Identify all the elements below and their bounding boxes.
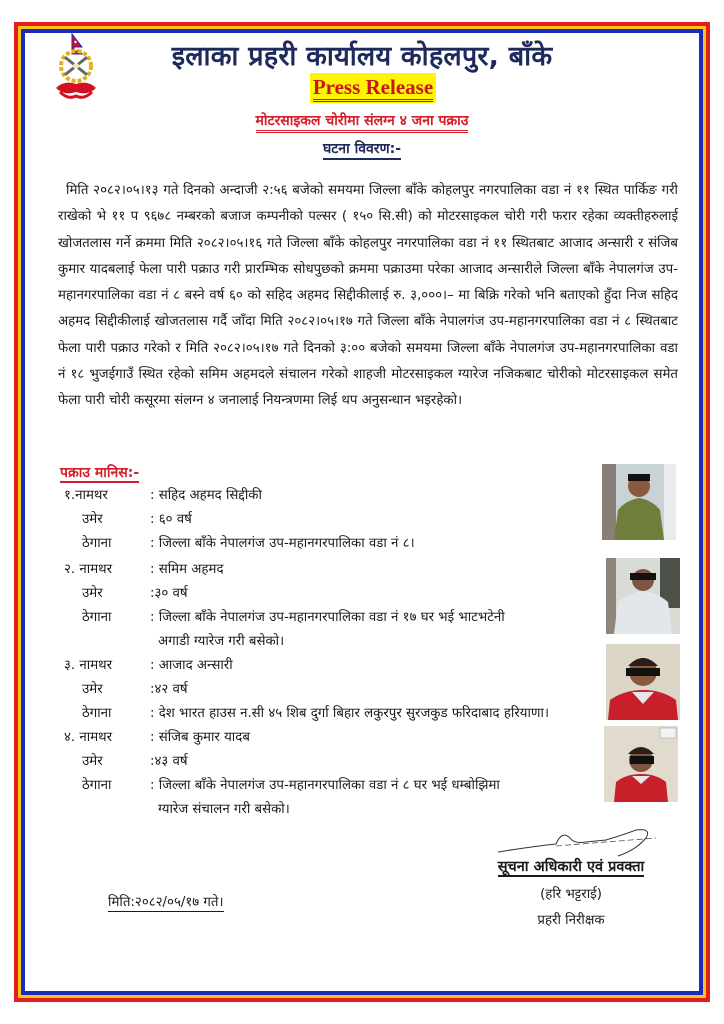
office-title: इलाका प्रहरी कार्यालय कोहलपुर, बाँके bbox=[171, 41, 553, 72]
age-label: उमेर bbox=[82, 754, 103, 769]
age-label: उमेर bbox=[82, 586, 103, 601]
address-label: ठेगाना bbox=[82, 536, 112, 551]
age-label: उमेर bbox=[82, 512, 103, 527]
person-address: : जिल्ला बाँके नेपालगंज उप-महानगरपालिका वडा नं ८ घर भई धम्बोझिमा bbox=[150, 778, 500, 793]
release-date bbox=[108, 892, 224, 910]
person-address: : देश भारत हाउस न.सी ४५ शिब दुर्गा बिहार लकुरपुर सुरजकुड फरिदाबाद हरियाणा। bbox=[150, 706, 550, 721]
arrested-person-4 bbox=[64, 726, 500, 822]
headline bbox=[0, 110, 724, 130]
person-age: :४३ वर्ष bbox=[150, 754, 188, 769]
signatory-title-text: सूचना अधिकारी एवं प्रवक्ता bbox=[497, 859, 645, 875]
address-label: ठेगाना bbox=[82, 706, 112, 721]
name-label: ४. नामथर bbox=[64, 730, 113, 745]
incident-narrative: मिति २०८२।०५।१३ गते दिनको अन्दाजी २:५६ बजेको समयमा जिल्ला बाँके कोहलपुर नगरपालिका वडा नं ११ स्थित पार्किङ गरी राखेको भे ११ प ९६७८ नम्बरको बजाज कम्पनीको पल्सर ( १५० सि.सी) को मोटरसाइकल चोरी गरी फरार रहेका व्यक्तीहरुलाई खोजतलास गर्ने क्रममा मिति २०८२।०५।१६ गते जिल्ला बाँके कोहलपुर नगरपालिका वडा नं ११ स्थितबाट आजाद अन्सारी र संजिब कुमार यादबलाई फेला पारी पक्राउ गरी प्रारम्भिक सोधपुछको क्रममा पक्राउमा परेका आजाद अन्सारीले जिल्ला बाँके नेपालगंज उप-महानगरपालिका वडा नं ८ बस्ने वर्ष ६० को सहिद अहमद सिद्दीकीलाई रु. ३,०००।– मा बिक्रि गरेको भनि बताएको हुँदा निज सहिद अहमद सिद्दीकीलाई खोजतलास गर्दै जाँदा मिति २०८२।०५।१७ गते जिल्ला बाँके नेपालगंज उप-महानगरपालिका वडा नं ८ स्थितबाट फेला पारी पक्राउ गरेको र मिति २०८२।०५।१७ गते दिनको ३:०० बजेको समयमा जिल्ला बाँके नेपालगंज उप-महानगरपालिका वडा नं १८ भुजईगाउँ स्थित रहेको समिम अहमदले संचालन गरेको शाहजी मोटरसाइकल ग्यारेज नजिकबाट चोरीको मोटरसाइकल समेत फेला पारी चोरी कसूरमा संलग्न ४ जनालाई नियन्त्रणमा लिई थप अनुसन्धान भइरहेको। bbox=[58, 183, 678, 409]
signatory-title bbox=[476, 856, 666, 876]
headline-text: मोटरसाइकल चोरीमा संलग्न ४ जना पक्राउ bbox=[256, 113, 469, 133]
press-release-label: Press Release bbox=[313, 75, 433, 102]
person-name: : समिम अहमद bbox=[150, 562, 224, 577]
arrested-heading bbox=[60, 462, 139, 482]
section-heading bbox=[0, 138, 724, 158]
person-photo-4 bbox=[604, 726, 678, 802]
person-address-continued: ग्यारेज संचालन गरी बसेको। bbox=[158, 802, 290, 817]
signatory-name: (हरि भट्टराई) bbox=[540, 887, 602, 902]
arrested-person-1 bbox=[64, 484, 415, 556]
address-label: ठेगाना bbox=[82, 610, 112, 625]
person-photo-1 bbox=[602, 464, 676, 540]
release-date-text: मिति:२०८२/०५/१७ गते। bbox=[108, 895, 224, 910]
name-label: ३. नामथर bbox=[64, 658, 113, 673]
signatory-rank: प्रहरी निरीक्षक bbox=[537, 913, 605, 928]
person-name: : सहिद अहमद सिद्दीकी bbox=[150, 488, 262, 503]
person-age: : ६० वर्ष bbox=[150, 512, 192, 527]
person-age: :४२ वर्ष bbox=[150, 682, 188, 697]
arrested-person-2 bbox=[64, 558, 505, 654]
section-heading-text: घटना विवरण:- bbox=[323, 141, 401, 160]
arrested-person-3 bbox=[64, 654, 549, 726]
person-photo-3 bbox=[606, 644, 680, 720]
person-name: : आजाद अन्सारी bbox=[150, 658, 233, 673]
person-name: : संजिब कुमार यादब bbox=[150, 730, 250, 745]
press-release-badge bbox=[310, 73, 436, 103]
person-address: : जिल्ला बाँके नेपालगंज उप-महानगरपालिका वडा नं ८। bbox=[150, 536, 415, 551]
person-photo-2 bbox=[606, 558, 680, 634]
person-address: : जिल्ला बाँके नेपालगंज उप-महानगरपालिका वडा नं १७ घर भई भाटभटेनी bbox=[150, 610, 505, 625]
name-label: १.नामथर bbox=[64, 488, 108, 503]
age-label: उमेर bbox=[82, 682, 103, 697]
address-label: ठेगाना bbox=[82, 778, 112, 793]
arrested-heading-text: पक्राउ मानिस:- bbox=[60, 465, 140, 481]
person-age: :३० वर्ष bbox=[150, 586, 188, 601]
person-address-continued: अगाडी ग्यारेज गरी बसेको। bbox=[158, 634, 285, 649]
name-label: २. नामथर bbox=[64, 562, 113, 577]
signature-icon bbox=[496, 826, 661, 858]
